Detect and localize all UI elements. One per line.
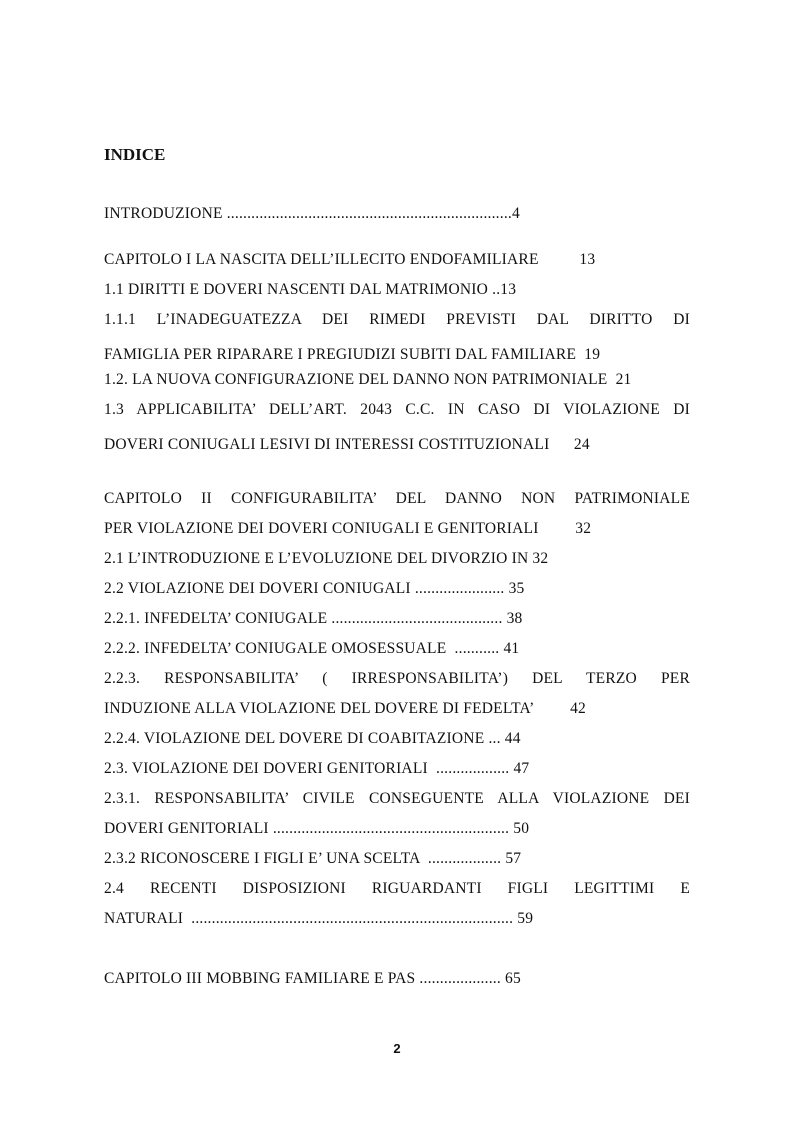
toc-entry-introduzione: INTRODUZIONE ......................................................................4 [104,205,520,222]
toc-entry-2-2-3: 2.2.3. RESPONSABILITA’ ( IRRESPONSABILITA’) DEL TERZO PER [104,670,690,687]
toc-entry-2-2-1: 2.2.1. INFEDELTA’ CONIUGALE .......................................... 38 [104,610,523,627]
toc-entry-2-4-cont: NATURALI ............................................................................... 59 [104,910,534,927]
toc-entry-2-2-4: 2.2.4. VIOLAZIONE DEL DOVERE DI COABITAZIONE ... 44 [104,730,521,747]
toc-entry-1-2: 1.2. LA NUOVA CONFIGURAZIONE DEL DANNO NON PATRIMONIALE 21 [104,371,632,388]
toc-entry-capitolo-3: CAPITOLO III MOBBING FAMILIARE E PAS .................... 65 [104,970,521,987]
toc-entry-capitolo-2: CAPITOLO II CONFIGURABILITA’ DEL DANNO NON PATRIMONIALE [104,490,690,507]
toc-entry-2-4: 2.4 RECENTI DISPOSIZIONI RIGUARDANTI FIGLI LEGITTIMI E [104,880,690,897]
toc-entry-2-3-2: 2.3.2 RICONOSCERE I FIGLI E’ UNA SCELTA .................. 57 [104,850,522,867]
toc-entry-2-2-3-cont: INDUZIONE ALLA VIOLAZIONE DEL DOVERE DI FEDELTA’ 42 [104,700,586,717]
toc-entry-2-2: 2.2 VIOLAZIONE DEI DOVERI CONIUGALI ...................... 35 [104,580,525,597]
toc-entry-2-3-1: 2.3.1. RESPONSABILITA’ CIVILE CONSEGUENTE ALLA VIOLAZIONE DEI [104,790,690,807]
toc-entry-capitolo-1: CAPITOLO I LA NASCITA DELL’ILLECITO ENDOFAMILIARE 13 [104,251,596,268]
toc-entry-1-3: 1.3 APPLICABILITA’ DELL’ART. 2043 C.C. IN CASO DI VIOLAZIONE DI [104,401,690,418]
toc-entry-2-1: 2.1 L’INTRODUZIONE E L’EVOLUZIONE DEL DIVORZIO IN 32 [104,550,549,567]
page-number: 2 [393,1041,401,1056]
toc-entry-2-2-2: 2.2.2. INFEDELTA’ CONIUGALE OMOSESSUALE ........... 41 [104,640,520,657]
toc-entry-1-1: 1.1 DIRITTI E DOVERI NASCENTI DAL MATRIMONIO ..13 [104,281,517,298]
toc-entry-1-3-cont: DOVERI CONIUGALI LESIVI DI INTERESSI COSTITUZIONALI 24 [104,436,590,453]
toc-entry-capitolo-2-cont: PER VIOLAZIONE DEI DOVERI CONIUGALI E GENITORIALI 32 [104,520,592,537]
toc-entry-2-3: 2.3. VIOLAZIONE DEI DOVERI GENITORIALI .................. 47 [104,760,530,777]
page-title: INDICE [104,145,166,164]
toc-entry-1-1-1-cont: FAMIGLIA PER RIPARARE I PREGIUDIZI SUBITI DAL FAMILIARE 19 [104,346,601,363]
toc-entry-1-1-1: 1.1.1 L’INADEGUATEZZA DEI RIMEDI PREVISTI DAL DIRITTO DI [104,311,690,328]
toc-entry-2-3-1-cont: DOVERI GENITORIALI .......................................................... 50 [104,820,530,837]
